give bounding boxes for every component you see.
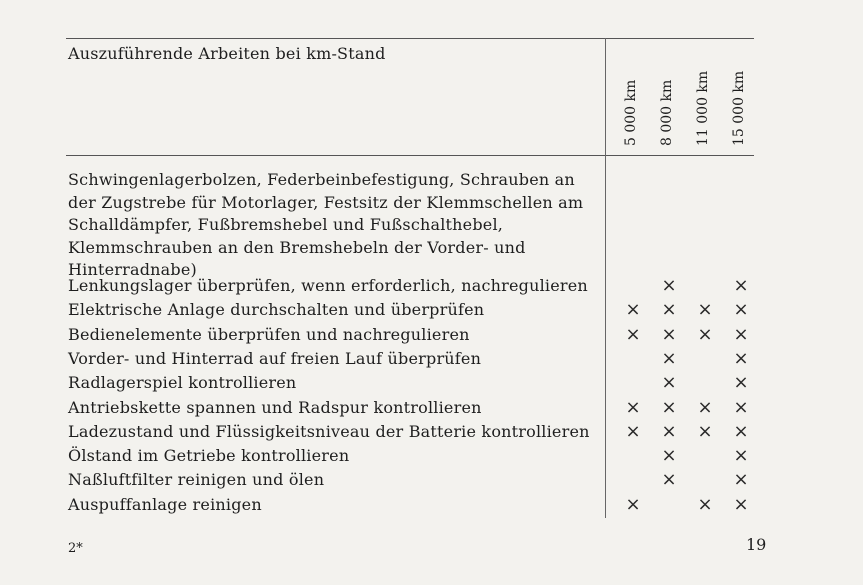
check-mark-5000km: × <box>625 299 641 321</box>
check-mark-8000km: × <box>661 420 677 442</box>
check-mark-8000km: × <box>661 372 677 394</box>
check-mark-11000km: × <box>697 396 713 418</box>
table-row <box>68 323 758 347</box>
check-mark-15000km: × <box>733 396 749 418</box>
first-item-text: Schwingenlagerbolzen, Federbeinbefestigung, Schrauben an der Zugstrebe für Motorlager, Festsitz der Klemmschellen am Schalldämpfer, Fußbremshebel und Fußschalthebel, Klemmschrauben an den Bremshebeln der Vorder- und Hinterradnabe) <box>68 170 584 279</box>
check-mark-15000km: × <box>733 469 749 491</box>
table-row <box>68 298 758 322</box>
footnote-marker: 2* <box>68 541 83 556</box>
check-mark-8000km: × <box>661 469 677 491</box>
table-row <box>68 493 758 517</box>
check-mark-15000km: × <box>733 445 749 467</box>
header-separator-rule <box>66 155 754 156</box>
column-header-8000km: 8 000 km <box>659 79 675 146</box>
row-label: Bedienelemente überprüfen und nachregulieren <box>68 324 470 344</box>
check-mark-5000km: × <box>625 396 641 418</box>
check-mark-15000km: × <box>733 420 749 442</box>
check-mark-11000km: × <box>697 323 713 345</box>
check-mark-15000km: × <box>733 323 749 345</box>
table-row <box>68 420 758 444</box>
check-mark-5000km: × <box>625 420 641 442</box>
check-mark-8000km: × <box>661 396 677 418</box>
row-label: Elektrische Anlage durchschalten und überprüfen <box>68 300 485 320</box>
check-mark-15000km: × <box>733 493 749 515</box>
check-mark-8000km: × <box>661 323 677 345</box>
column-header-11000km: 11 000 km <box>695 70 711 146</box>
check-mark-11000km: × <box>697 420 713 442</box>
check-mark-5000km: × <box>625 493 641 515</box>
check-mark-15000km: × <box>733 275 749 296</box>
page-number: 19 <box>746 535 767 554</box>
check-mark-8000km: × <box>661 347 677 369</box>
row-label: Radlagerspiel kontrollieren <box>68 373 297 393</box>
table-top-rule <box>66 38 754 39</box>
column-header-5000km: 5 000 km <box>623 79 639 146</box>
check-mark-8000km: × <box>661 299 677 321</box>
row-label: Lenkungslager überprüfen, wenn erforderlich, nachregulieren <box>68 276 588 295</box>
check-mark-8000km: × <box>661 275 677 296</box>
table-row <box>68 274 758 298</box>
table-row <box>68 347 758 371</box>
row-label: Antriebskette spannen und Radspur kontrollieren <box>68 397 482 417</box>
row-label: Ölstand im Getriebe kontrollieren <box>68 446 350 466</box>
check-mark-15000km: × <box>733 372 749 394</box>
row-label: Vorder- und Hinterrad auf freien Lauf überprüfen <box>68 348 482 368</box>
row-label: Auspuffanlage reinigen <box>68 494 262 514</box>
table-row <box>68 468 758 492</box>
check-mark-11000km: × <box>697 299 713 321</box>
check-mark-5000km: × <box>625 323 641 345</box>
table-row <box>68 444 758 468</box>
check-mark-15000km: × <box>733 299 749 321</box>
table-row <box>68 396 758 420</box>
check-mark-8000km: × <box>661 445 677 467</box>
row-label: Naßluftfilter reinigen und ölen <box>68 470 325 490</box>
check-mark-11000km: × <box>697 493 713 515</box>
check-mark-15000km: × <box>733 347 749 369</box>
table-row <box>68 371 758 395</box>
table-heading: Auszuführende Arbeiten bei km-Stand <box>68 44 386 63</box>
column-header-15000km: 15 000 km <box>731 70 747 146</box>
row-label: Ladezustand und Flüssigkeitsniveau der Batterie kontrollieren <box>68 421 590 441</box>
